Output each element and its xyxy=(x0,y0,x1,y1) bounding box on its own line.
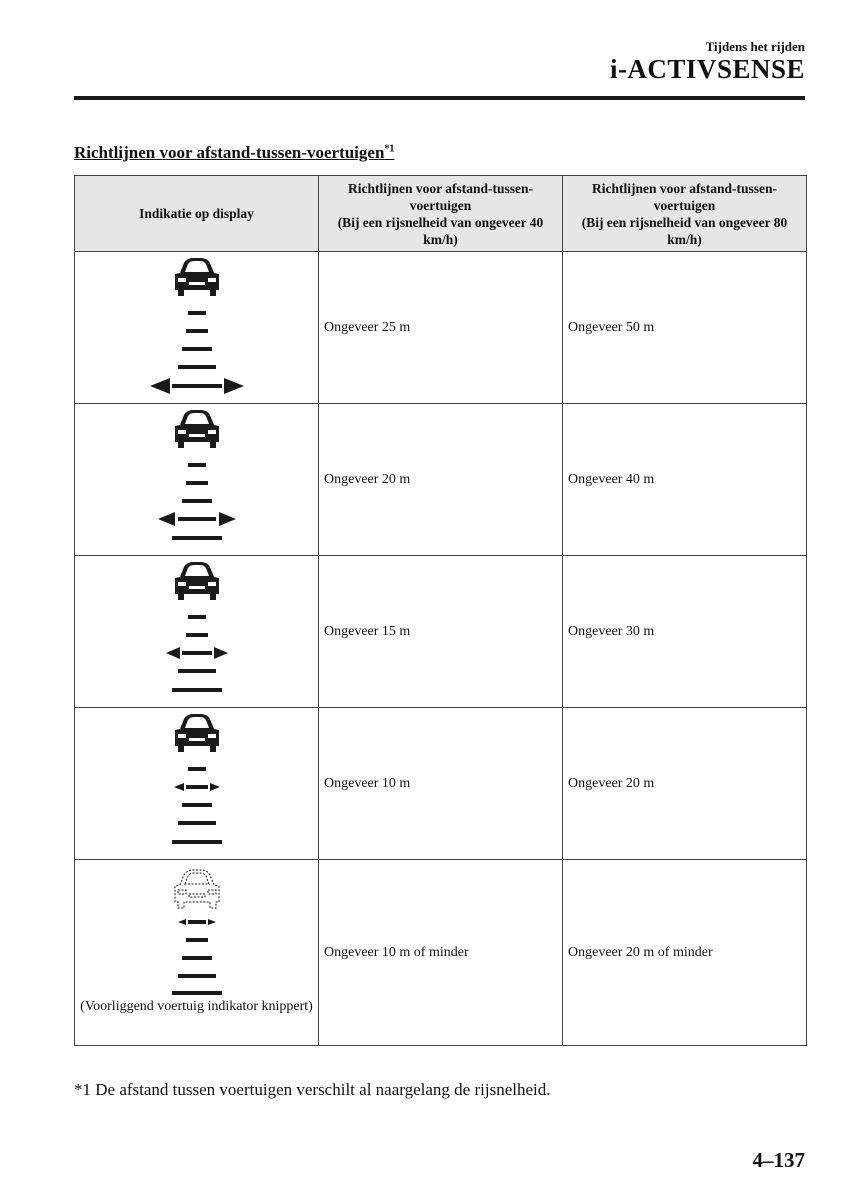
car-distance-3-bars-icon xyxy=(75,557,318,707)
header-guideline-40kmh: Richtlijnen voor afstand-tussen-voertuigen (Bij een rijsnelheid van ongeveer 40 km/h) xyxy=(319,176,563,252)
car-distance-4-bars-icon xyxy=(75,405,318,555)
display-indication-cell xyxy=(75,708,319,860)
guideline-40kmh-cell: Ongeveer 20 m xyxy=(319,404,563,556)
distance-guideline-table xyxy=(74,175,807,1046)
display-indication-cell xyxy=(75,404,319,556)
guideline-40kmh-cell: Ongeveer 15 m xyxy=(319,556,563,708)
footnote-marker: *1 xyxy=(384,143,395,155)
display-indication-cell xyxy=(75,556,319,708)
table-header-row xyxy=(75,176,807,252)
display-indication-cell xyxy=(75,252,319,404)
display-indication-cell xyxy=(75,860,319,1046)
guideline-80kmh-cell: Ongeveer 20 m xyxy=(563,708,807,860)
header-guideline-80kmh: Richtlijnen voor afstand-tussen-voertuigen (Bij een rijsnelheid van ongeveer 80 km/h) xyxy=(563,176,807,252)
guideline-40kmh-cell: Ongeveer 25 m xyxy=(319,252,563,404)
table-row xyxy=(75,860,807,1046)
blinking-indicator-caption: (Voorliggend voertuig indikator knippert) xyxy=(80,999,313,1014)
guideline-40kmh-cell: Ongeveer 10 m of minder xyxy=(319,860,563,1046)
table-row xyxy=(75,556,807,708)
section-title-text: Richtlijnen voor afstand-tussen-voertuigen xyxy=(74,143,385,162)
page-number: 4–137 xyxy=(752,1148,805,1172)
guideline-80kmh-cell: Ongeveer 40 m xyxy=(563,404,807,556)
guideline-80kmh-cell: Ongeveer 30 m xyxy=(563,556,807,708)
footnote: *1 De afstand tussen voertuigen verschilt al naargelang de rijsnelheid. xyxy=(74,1080,551,1099)
car-distance-5-bars-icon xyxy=(75,253,318,403)
table-row xyxy=(75,708,807,860)
guideline-40kmh-cell: Ongeveer 10 m xyxy=(319,708,563,860)
table-row xyxy=(75,252,807,404)
section-title xyxy=(74,143,394,163)
guideline-80kmh-cell: Ongeveer 20 m of minder xyxy=(563,860,807,1046)
chapter-title: i-ACTIVSENSE xyxy=(609,54,805,84)
header-display-indication: Indikatie op display xyxy=(75,176,319,252)
header-divider xyxy=(74,96,805,100)
car-distance-2-bars-icon xyxy=(75,709,318,859)
car-distance-blinking-icon xyxy=(75,860,318,995)
chapter-subtitle: Tijdens het rijden xyxy=(705,39,805,54)
guideline-80kmh-cell: Ongeveer 50 m xyxy=(563,252,807,404)
table-row xyxy=(75,404,807,556)
